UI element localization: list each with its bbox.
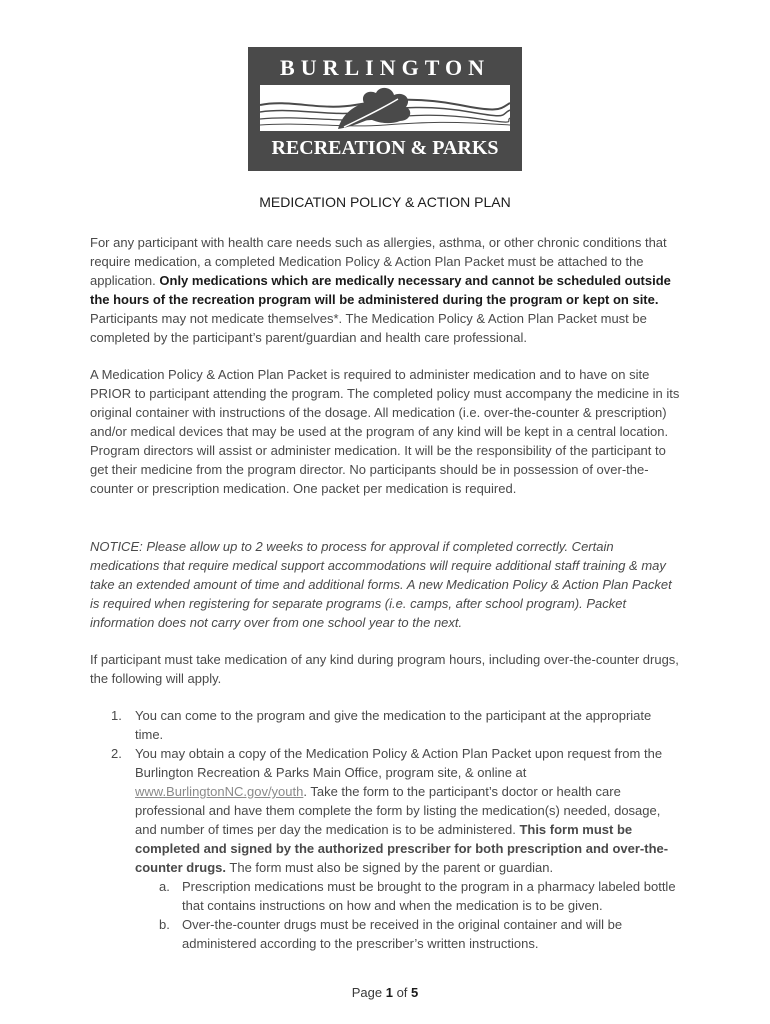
- sub-list-item: [90, 915, 682, 953]
- list-item-text: The form must also be signed by the parent or guardian.: [226, 860, 554, 875]
- conditions-paragraph: If participant must take medication of any kind during program hours, including over-the-counter drugs, the following will apply.: [90, 652, 679, 686]
- page-number: 1: [385, 985, 393, 1000]
- sub-list-text: Prescription medications must be brought to the program in a pharmacy labeled bottle that contains instructions on how and when the medication is to be given.: [182, 879, 676, 913]
- sub-list-letter: a.: [159, 879, 170, 894]
- intro-text-1: For any participant with health care needs such as allergies, asthma, or other chronic conditions that require medication, a completed Medication Policy & Action Plan Packet must be attached to the application.: [90, 235, 667, 288]
- intro-paragraph: [90, 233, 682, 347]
- logo-bottom-text: RECREATION & PARKS: [271, 137, 499, 159]
- burlington-logo: [248, 47, 522, 171]
- page-title: MEDICATION POLICY & ACTION PLAN: [259, 194, 511, 210]
- list-item-text: . Take the form to the participant’s doctor or health care professional and have them complete the form by listing the medication(s) needed, dosage, and number of times per day the medication is to be administered.: [135, 784, 661, 837]
- page-total: 5: [411, 985, 419, 1000]
- list-number: 2.: [111, 746, 122, 761]
- list-item-text: You may obtain a copy of the Medication Policy & Action Plan Packet upon request from the Burlington Recreation & Parks Main Office, program site, & online at: [135, 746, 663, 780]
- sub-list-letter: b.: [159, 917, 170, 932]
- page-footer: [0, 985, 770, 1000]
- logo-river-leaf-graphic: [260, 85, 510, 131]
- page-label: Page: [351, 985, 386, 1000]
- youth-website-link[interactable]: www.BurlingtonNC.gov/youth: [135, 784, 304, 799]
- list-item-text: You can come to the program and give the medication to the participant at the appropriate time.: [135, 708, 652, 742]
- numbered-list: [90, 706, 682, 953]
- intro-text-2: Participants may not medicate themselves*. The Medication Policy & Action Plan Packet must be completed by the participant’s parent/guardian and health care professional.: [90, 311, 647, 345]
- notice-paragraph: NOTICE: Please allow up to 2 weeks to process for approval if completed correctly. Certain medications that require medical support accommodations will require additional staff training & may take an extended amount of time and additional forms. A new Medication Policy & Action Plan Packet is required when registering for separate programs (i.e. camps, after school program). Packet information does not carry over from one school year to the next.: [90, 539, 672, 630]
- requirement-paragraph: A Medication Policy & Action Plan Packet is required to administer medication and to have on site PRIOR to participant attending the program. The completed policy must accompany the medicine in its original container with instructions of the dosage. All medication (i.e. over-the-counter & prescription) and/or medical devices that may be used at the program of any kind will be kept in a central location. Program directors will assist or administer medication. It will be the responsibility of the participant to get their medicine from the program director. No participants should be in possession of over-the-counter or prescription medication. One packet per medication is required.: [90, 367, 680, 496]
- list-number: 1.: [111, 708, 122, 723]
- sub-list-text: Over-the-counter drugs must be received in the original container and will be administered according to the prescriber’s written instructions.: [182, 917, 623, 951]
- page-of-label: of: [392, 985, 412, 1000]
- list-item: [90, 744, 682, 953]
- intro-bold-text: Only medications which are medically necessary and cannot be scheduled outside the hours of the recreation program will be administered during the program or kept on site.: [90, 273, 671, 307]
- logo-top-text: BURLINGTON: [280, 55, 490, 80]
- list-item: [90, 706, 682, 744]
- list-item-bold-text: This form must be completed and signed by the authorized prescriber for both prescription and over-the-counter drugs.: [135, 822, 669, 875]
- sub-list-item: [90, 877, 682, 915]
